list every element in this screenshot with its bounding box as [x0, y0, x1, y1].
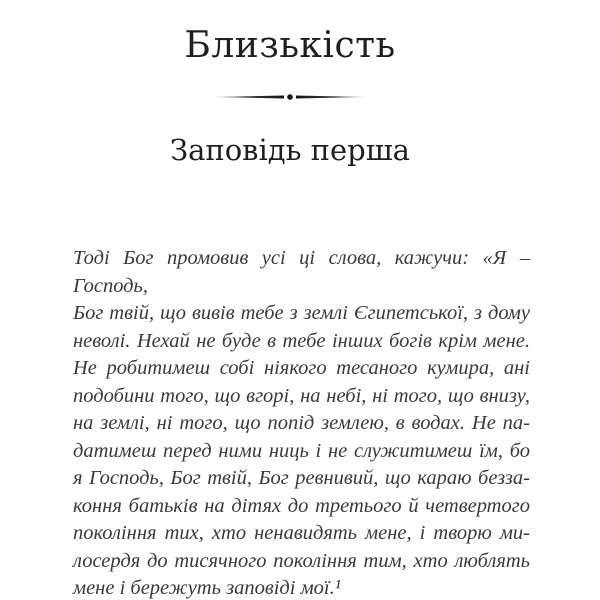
paragraph-line: я Господь, Бог твій, Бог ревнивий, що караю безза-	[73, 467, 530, 489]
paragraph-line: лосердя до тисячного покоління тим, хто люблять	[73, 549, 530, 572]
divider-ornament	[0, 91, 580, 103]
section-title: Заповідь перша	[170, 133, 410, 167]
scripture-quote-paragraph	[73, 245, 530, 600]
paragraph-line: покоління тих, хто ненавидять мене, і творю ми-	[73, 522, 530, 544]
paragraph-line: Тоді Бог промовив усі ці слова, кажучи: «Я – Господь,	[73, 247, 530, 297]
paragraph-line: коння батьків на дітях до третього й четвертого	[73, 494, 530, 517]
paragraph-line: на землі, ні того, що попід землею, в водах. Не па-	[73, 412, 530, 434]
paragraph-line: датимеш перед ними ниць і не служитимеш їм, бо	[73, 439, 530, 462]
paragraph-line: Бог твій, що вивів тебе з землі Єгипетської, з дому	[73, 302, 530, 324]
paragraph-line: мене і бережуть заповіді мої.¹	[73, 577, 341, 599]
tapered-divider-icon	[212, 91, 368, 103]
paragraph-line: подобини того, що вгорі, на небі, ні того, що внизу,	[73, 384, 530, 407]
paragraph-line: Не робитимеш собі ніякого тесаного кумира, ані	[73, 357, 530, 379]
chapter-title: Близькість	[184, 25, 396, 66]
paragraph-line: неволі. Нехай не буде в тебе інших богів крім мене.	[73, 329, 530, 352]
